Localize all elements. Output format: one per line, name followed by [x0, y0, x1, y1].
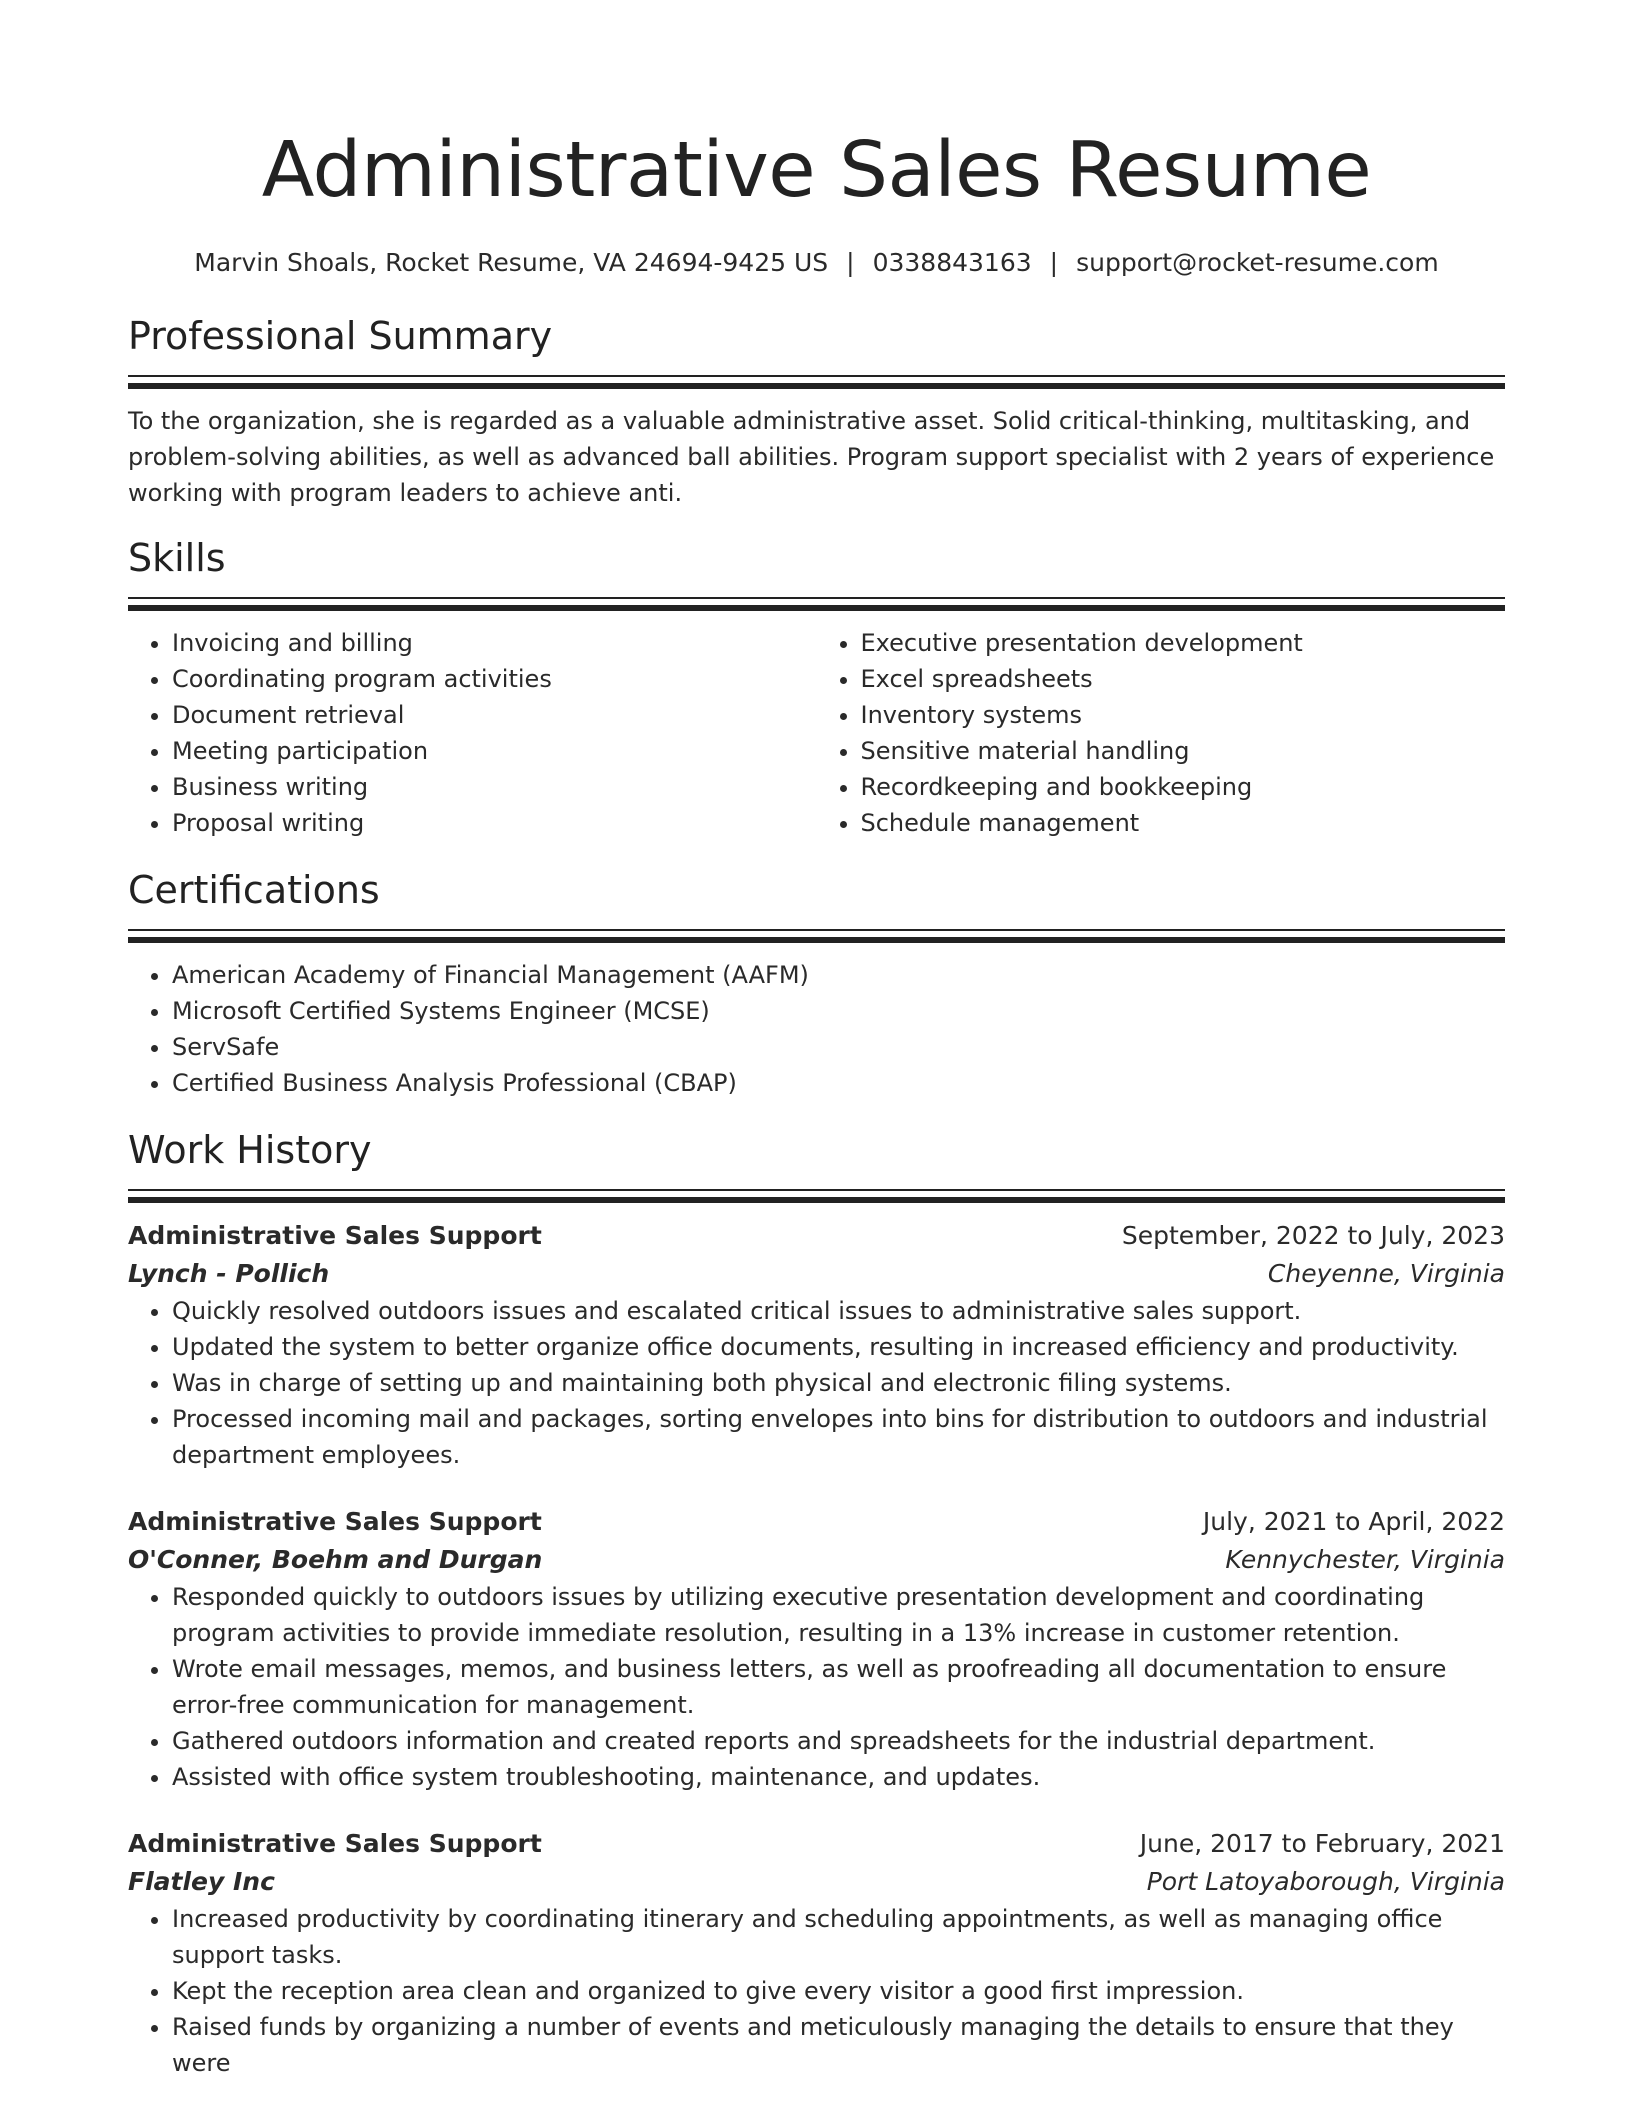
skill-item: • Recordkeeping and bookkeeping [861, 769, 1506, 805]
contact-phone: 0338843163 [872, 248, 1032, 277]
job-bullet: • Quickly resolved outdoors issues and escalated critical issues to administrative sales support. [172, 1293, 1505, 1329]
skill-item: • Meeting participation [172, 733, 817, 769]
job-title: Administrative Sales Support [128, 1829, 542, 1858]
certifications-heading: Certifications [128, 868, 380, 912]
job-dates: June, 2017 to February, 2021 [1139, 1829, 1505, 1858]
certification-item: • ServSafe [172, 1029, 1505, 1065]
summary-text: To the organization, she is regarded as a valuable administrative asset. Solid critical-thinking, multitasking, and problem-solving abilities, as well as advanced ball abilities. Program support specialist with 2 years of experience working with program leaders to achieve anti. [128, 407, 1495, 507]
skill-item: • Proposal writing [172, 805, 817, 841]
job-subheader [128, 1255, 1505, 1293]
skills-heading: Skills [128, 536, 226, 580]
job-company: Lynch - Pollich [128, 1259, 330, 1288]
job-entry [128, 1825, 1505, 2081]
job-bullet: • Responded quickly to outdoors issues by utilizing executive presentation development and coordinating program activities to provide immediate resolution, resulting in a 13% increase in customer retention. [172, 1579, 1505, 1651]
job-bullets [128, 1293, 1505, 1473]
section-divider [128, 375, 1505, 389]
contact-separator: | [846, 248, 855, 277]
work-history-heading: Work History [128, 1128, 372, 1172]
job-bullet: • Processed incoming mail and packages, sorting envelopes into bins for distribution to outdoors and industrial department employees. [172, 1401, 1505, 1473]
contact-address: Marvin Shoals, Rocket Resume, VA 24694-9425 US [194, 248, 829, 277]
job-bullet: • Was in charge of setting up and maintaining both physical and electronic filing systems. [172, 1365, 1505, 1401]
certifications-list [128, 957, 1505, 1101]
skills-list-left [128, 625, 817, 841]
job-bullets [128, 1579, 1505, 1795]
resume-title: Administrative Sales Resume [261, 126, 1372, 215]
section-divider [128, 1189, 1505, 1203]
skills-column-right [817, 625, 1506, 841]
skill-item: • Sensitive material handling [861, 733, 1506, 769]
job-header [128, 1217, 1505, 1255]
job-subheader [128, 1541, 1505, 1579]
section-divider [128, 597, 1505, 611]
skills-columns [128, 625, 1505, 841]
job-header [128, 1503, 1505, 1541]
skill-item: • Executive presentation development [861, 625, 1506, 661]
summary-heading: Professional Summary [128, 314, 553, 358]
skill-item: • Business writing [172, 769, 817, 805]
job-location: Cheyenne, Virginia [1267, 1259, 1505, 1288]
job-bullet: • Wrote email messages, memos, and business letters, as well as proofreading all documentation to ensure error-free communication for management. [172, 1651, 1505, 1723]
job-location: Port Latoyaborough, Virginia [1146, 1867, 1505, 1896]
skill-item: • Coordinating program activities [172, 661, 817, 697]
skills-list-right [817, 625, 1506, 841]
job-title: Administrative Sales Support [128, 1507, 542, 1536]
job-entry [128, 1217, 1505, 1473]
skills-section [128, 533, 1505, 841]
contact-separator: | [1049, 248, 1059, 277]
job-bullet: • Raised funds by organizing a number of events and meticulously managing the details to ensure that they were [172, 2009, 1505, 2081]
job-subheader [128, 1863, 1505, 1901]
job-dates: September, 2022 to July, 2023 [1121, 1221, 1505, 1250]
skill-item: • Schedule management [861, 805, 1506, 841]
certification-item: • Microsoft Certified Systems Engineer (MCSE) [172, 993, 1505, 1029]
skill-item: • Inventory systems [861, 697, 1506, 733]
skills-column-left [128, 625, 817, 841]
certifications-section [128, 865, 1505, 1101]
job-bullet: • Assisted with office system troubleshooting, maintenance, and updates. [172, 1759, 1505, 1795]
contact-line [128, 245, 1505, 281]
skill-item: • Document retrieval [172, 697, 817, 733]
certification-item: • American Academy of Financial Management (AAFM) [172, 957, 1505, 993]
skill-item: • Invoicing and billing [172, 625, 817, 661]
job-bullet: • Kept the reception area clean and organized to give every visitor a good first impression. [172, 1973, 1505, 2009]
section-divider [128, 929, 1505, 943]
job-title: Administrative Sales Support [128, 1221, 542, 1250]
job-dates: July, 2021 to April, 2022 [1202, 1507, 1505, 1536]
job-company: Flatley Inc [128, 1867, 275, 1896]
certification-item: • Certified Business Analysis Professional (CBAP) [172, 1065, 1505, 1101]
contact-email: support@rocket-resume.com [1076, 248, 1439, 277]
work-history-section [128, 1125, 1505, 2081]
job-location: Kennychester, Virginia [1225, 1545, 1505, 1574]
job-bullet: • Gathered outdoors information and created reports and spreadsheets for the industrial department. [172, 1723, 1505, 1759]
job-company: O'Conner, Boehm and Durgan [128, 1545, 543, 1574]
job-bullet: • Increased productivity by coordinating itinerary and scheduling appointments, as well as managing office support tasks. [172, 1901, 1505, 1973]
summary-section [128, 311, 1505, 511]
job-header [128, 1825, 1505, 1863]
job-entry [128, 1503, 1505, 1795]
skill-item: • Excel spreadsheets [861, 661, 1506, 697]
job-bullets [128, 1901, 1505, 2081]
job-bullet: • Updated the system to better organize office documents, resulting in increased efficiency and productivity. [172, 1329, 1505, 1365]
